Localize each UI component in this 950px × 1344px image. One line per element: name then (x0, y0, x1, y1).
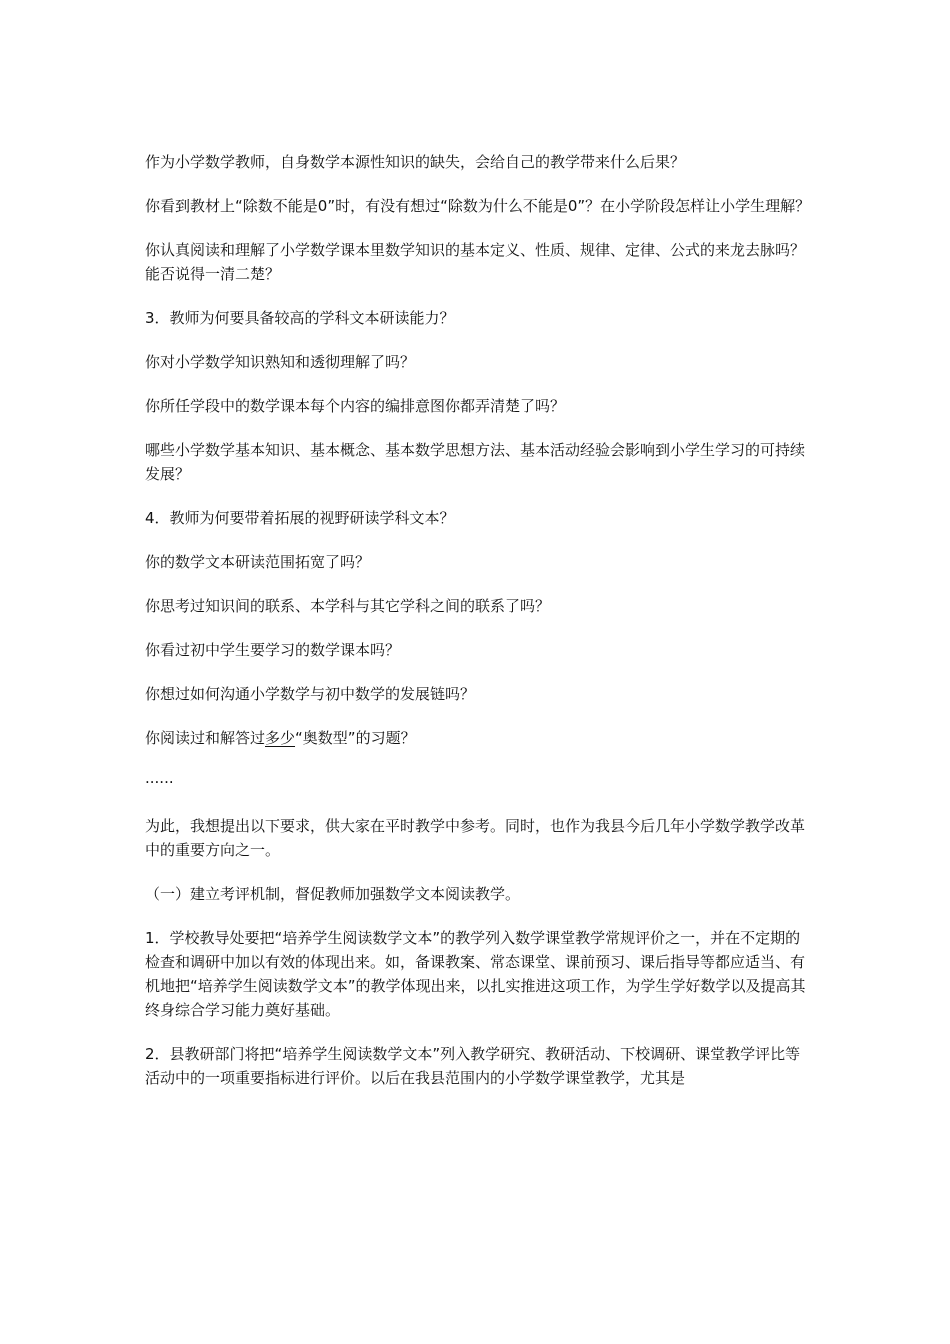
section-heading-3: 3．教师为何要具备较高的学科文本研读能力？ (145, 309, 455, 327)
document-body (145, 150, 813, 1110)
paragraph-7: 哪些小学数学基本知识、基本概念、基本数学思想方法、基本活动经验会影响到小学生学习的可持续发展？ (145, 441, 806, 483)
paragraph-13-after: “奥数型”的习题？ (295, 729, 416, 747)
paragraph-10: 你思考过知识间的联系、本学科与其它学科之间的联系了吗？ (145, 597, 551, 615)
section-heading-1: （一）建立考评机制，督促教师加强数学文本阅读教学。 (145, 885, 521, 903)
ellipsis: ...... (145, 769, 174, 787)
paragraph-5: 你对小学数学知识熟知和透彻理解了吗？ (145, 353, 416, 371)
underlined-link-text[interactable]: 多少 (265, 729, 296, 747)
paragraph-13-before: 你阅读过和解答过 (145, 729, 266, 747)
paragraph-17: 1．学校教导处要把“培养学生阅读数学文本”的教学列入数学课堂教学常规评价之一，并在不定期的检查和调研中加以有效的体现出来。如，备课教案、常态课堂、课前预习、课后指导等都应适当、有机地把“培养学生阅读数学文本”的教学体现出来，以扎实推进这项工作，为学生学好数学以及提高其终身综合学习能力奠好基础。 (145, 929, 806, 1019)
paragraph-2: 你看到教材上“除数不能是0”时，有没有想过“除数为什么不能是0”？在小学阶段怎样让小学生理解？ (145, 197, 811, 215)
paragraph-15: 为此，我想提出以下要求，供大家在平时教学中参考。同时，也作为我县今后几年小学数学教学改革中的重要方向之一。 (145, 817, 806, 859)
paragraph-3: 你认真阅读和理解了小学数学课本里数学知识的基本定义、性质、规律、定律、公式的来龙去脉吗？能否说得一清二楚？ (145, 241, 806, 283)
paragraph-18: 2．县教研部门将把“培养学生阅读数学文本”列入教学研究、教研活动、下校调研、课堂教学评比等活动中的一项重要指标进行评价。以后在我县范围内的小学数学课堂教学，尤其是 (145, 1045, 801, 1087)
paragraph-11: 你看过初中学生要学习的数学课本吗？ (145, 641, 401, 659)
section-heading-4: 4．教师为何要带着拓展的视野研读学科文本？ (145, 509, 455, 527)
paragraph-6: 你所任学段中的数学课本每个内容的编排意图你都弄清楚了吗？ (145, 397, 566, 415)
paragraph-13 (145, 726, 813, 750)
paragraph-1: 作为小学数学教师，自身数学本源性知识的缺失，会给自己的教学带来什么后果？ (145, 153, 686, 171)
paragraph-12: 你想过如何沟通小学数学与初中数学的发展链吗？ (145, 685, 476, 703)
paragraph-9: 你的数学文本研读范围拓宽了吗？ (145, 553, 371, 571)
